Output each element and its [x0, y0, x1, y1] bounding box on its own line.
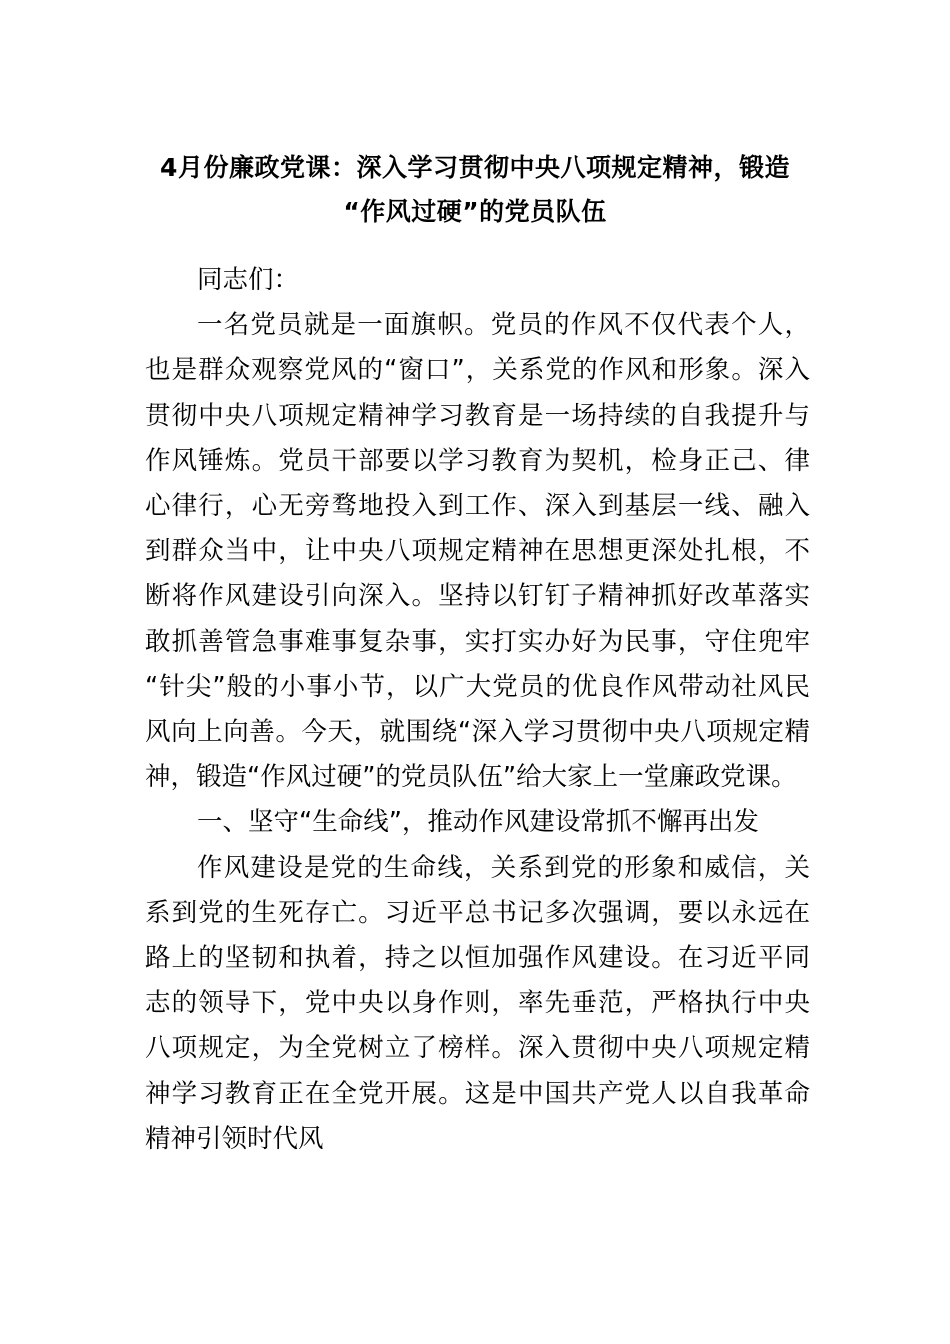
- document-body: [145, 258, 810, 1162]
- body-text-line: 一名党员就是一面旗帜。党员的作风不仅代表个人，: [197, 310, 810, 341]
- body-text-line: 作风建设是党的生命线，关系到党的形象和威信，关: [197, 852, 810, 883]
- body-text-line: 神学习教育正在全党开展。这是中国共产党人以自我革命: [145, 1078, 810, 1109]
- title-line-2: “作风过硬”的党员队伍: [343, 197, 607, 226]
- body-text-line: 敢抓善管急事难事复杂事，实打实办好为民事，守住兜牢: [145, 626, 810, 657]
- body-text-line: 系到党的生死存亡。习近平总书记多次强调，要以永远在: [145, 897, 810, 928]
- body-text-line: 贯彻中央八项规定精神学习教育是一场持续的自我提升与: [145, 400, 810, 431]
- body-text-line: 志的领导下，党中央以身作则，率先垂范，严格执行中央: [145, 988, 810, 1019]
- body-text-line: “针尖”般的小事小节，以广大党员的优良作风带动社风民: [145, 671, 810, 702]
- document-title: [150, 146, 800, 234]
- body-text-line: 神，锻造“作风过硬”的党员队伍”给大家上一堂廉政党课。: [145, 762, 797, 793]
- body-lines: [145, 303, 810, 1162]
- body-text-line: 精神引领时代风: [145, 1123, 324, 1154]
- body-text-line: 一、坚守“生命线”，推动作风建设常抓不懈再出发: [197, 807, 759, 838]
- salutation: 同志们：: [197, 265, 300, 295]
- title-line-1: 4月份廉政党课：深入学习贯彻中央八项规定精神，锻造: [160, 153, 790, 182]
- body-text-line: 也是群众观察党风的“窗口”，关系党的作风和形象。深入: [145, 355, 810, 386]
- body-text-line: 断将作风建设引向深入。坚持以钉钉子精神抓好改革落实: [145, 581, 810, 612]
- body-text-line: 到群众当中，让中央八项规定精神在思想更深处扎根，不: [145, 536, 810, 567]
- body-text-line: 心律行，心无旁骛地投入到工作、深入到基层一线、融入: [145, 491, 810, 522]
- body-text-line: 路上的坚韧和执着，持之以恒加强作风建设。在习近平同: [145, 943, 810, 974]
- body-text-line: 作风锤炼。党员干部要以学习教育为契机，检身正己、律: [145, 445, 810, 476]
- body-text-line: 八项规定，为全党树立了榜样。深入贯彻中央八项规定精: [145, 1033, 810, 1064]
- body-text-line: 风向上向善。今天，就围绕“深入学习贯彻中央八项规定精: [145, 717, 810, 748]
